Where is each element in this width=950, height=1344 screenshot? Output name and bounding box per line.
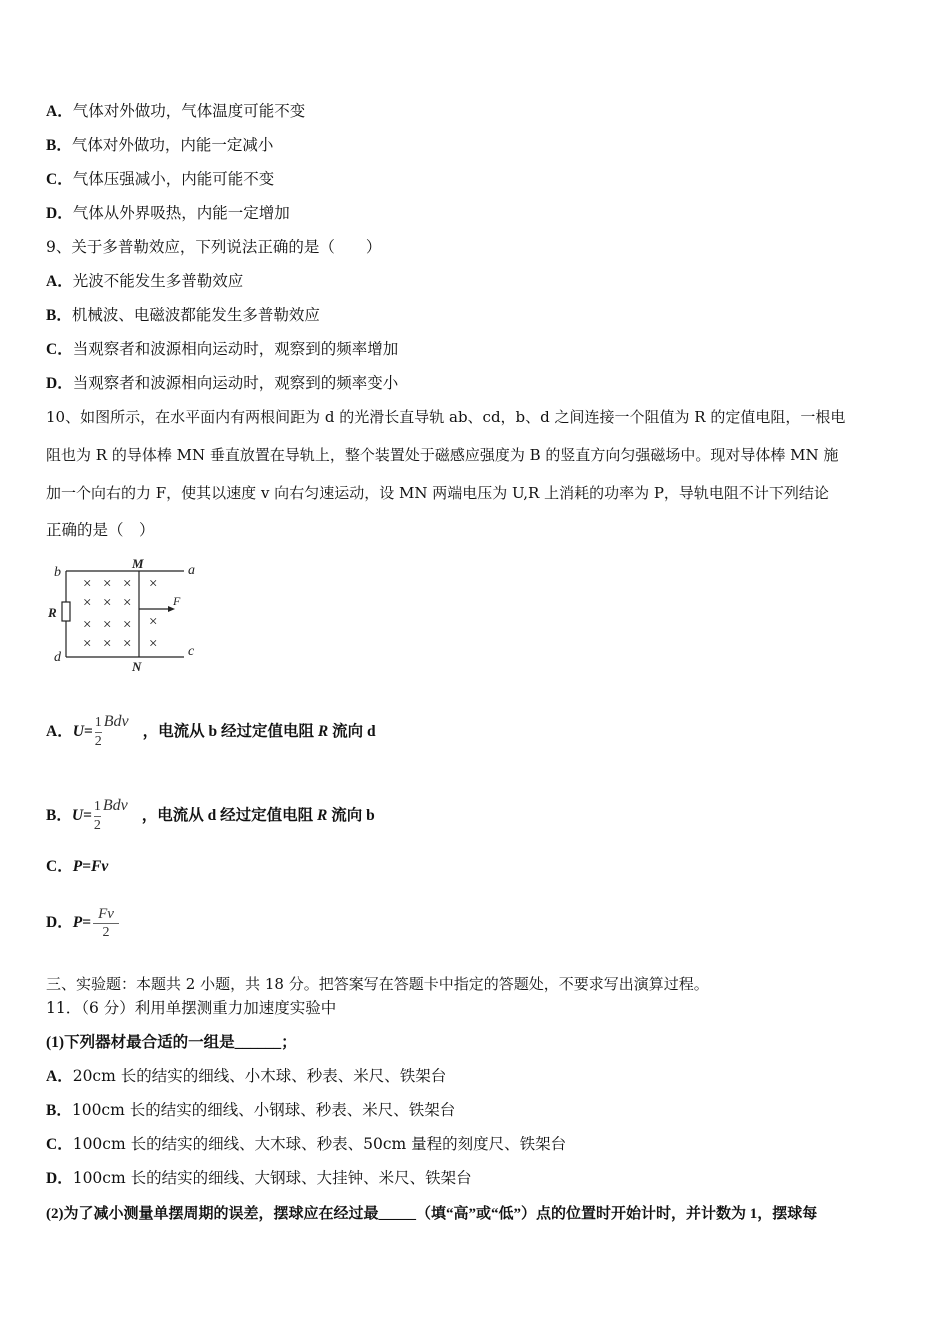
magnetic-field-crosses <box>83 576 157 652</box>
cross: × <box>103 576 112 592</box>
label-a: a <box>188 563 195 578</box>
label-c: c <box>188 644 195 659</box>
q10-stem-line-4: 正确的是（ ） <box>46 521 155 539</box>
q11-option-b: B．100cm 长的结实的细线、小钢球、秒表、米尺、铁架台 <box>46 1101 456 1119</box>
q11-sub2: (2)为了减小测量单摆周期的误差，摆球应在经过最_____（填“高”或“低”）点的位置时开始计时，并计数为 1，摆球每 <box>46 1206 818 1222</box>
q8-option-c: C．气体压强减小，内能可能不变 <box>46 170 275 188</box>
q9-option-a: A．光波不能发生多普勒效应 <box>46 272 244 290</box>
q10-stem-line-2: 阻也为 R 的导体棒 MN 垂直放置在导轨上，整个装置处于磁感应强度为 B 的竖直方向匀强磁场中。现对导体棒 MN 施 <box>46 446 839 464</box>
cross: × <box>83 595 92 611</box>
q10-option-d: D．P= $\frac{Fv}{2}$ <box>46 888 119 956</box>
q8-option-a: A．气体对外做功，气体温度可能不变 <box>46 102 306 120</box>
cross: × <box>83 636 92 652</box>
q8-option-b: B．气体对外做功，内能一定减小 <box>46 136 274 154</box>
cross: × <box>103 595 112 611</box>
q10-option-a: A．U= $\frac{1}{2}$ Bdv，电流从 b 经过定值电阻 R 流向 d <box>46 713 376 749</box>
q11-stem: 11．（6 分）利用单摆测重力加速度实验中 <box>46 999 337 1017</box>
section-3-heading: 三、实验题：本题共 2 小题，共 18 分。把答案写在答题卡中指定的答题处，不要求写出演算过程。 <box>46 975 709 993</box>
q11-sub1: (1)下列器材最合适的一组是______； <box>46 1034 297 1051</box>
cross: × <box>123 595 132 611</box>
cross: × <box>83 576 92 592</box>
cross: × <box>149 636 158 652</box>
q9-option-c: C．当观察者和波源相向运动时，观察到的频率增加 <box>46 340 399 358</box>
q9-option-b: B．机械波、电磁波都能发生多普勒效应 <box>46 306 320 324</box>
label-f: F <box>173 594 181 608</box>
cross: × <box>123 617 132 633</box>
label-b: b <box>54 565 61 580</box>
q11-option-c: C．100cm 长的结实的细线、大木球、秒表、50cm 量程的刻度尺、铁架台 <box>46 1135 567 1153</box>
label-d: d <box>54 650 61 665</box>
cross: × <box>103 636 112 652</box>
cross: × <box>149 576 158 592</box>
cross: × <box>83 617 92 633</box>
q9-option-d: D．当观察者和波源相向运动时，观察到的频率变小 <box>46 374 399 392</box>
label-n: N <box>132 659 142 674</box>
cross: × <box>123 636 132 652</box>
q11-option-a: A．20cm 长的结实的细线、小木球、秒表、米尺、铁架台 <box>46 1067 447 1085</box>
q10-stem-line-3: 加一个向右的力 F，使其以速度 v 向右匀速运动，设 MN 两端电压为 U,R 上消耗的功率为 P，导轨电阻不计下列结论 <box>46 484 829 502</box>
label-r: R <box>48 605 57 620</box>
label-m: M <box>132 556 144 571</box>
cross: × <box>103 617 112 633</box>
q10-option-b: B．U= $\frac{1}{2}$ Bdv，电流从 d 经过定值电阻 R 流向 b <box>46 797 375 833</box>
q10-stem-line-1: 10、如图所示，在水平面内有两根间距为 d 的光滑长直导轨 ab、cd，b、d 之间连接一个阻值为 R 的定值电阻，一根电 <box>46 408 846 426</box>
resistor <box>62 602 70 621</box>
q8-option-d: D．气体从外界吸热，内能一定增加 <box>46 204 290 222</box>
cross: × <box>123 576 132 592</box>
q11-option-d: D．100cm 长的结实的细线、大钢球、大挂钟、米尺、铁架台 <box>46 1169 472 1187</box>
q10-circuit-figure <box>46 555 206 675</box>
q10-option-c: C．P=Fv <box>46 858 109 875</box>
cross: × <box>149 614 158 630</box>
q9-stem: 9、关于多普勒效应，下列说法正确的是（ ） <box>46 238 382 256</box>
